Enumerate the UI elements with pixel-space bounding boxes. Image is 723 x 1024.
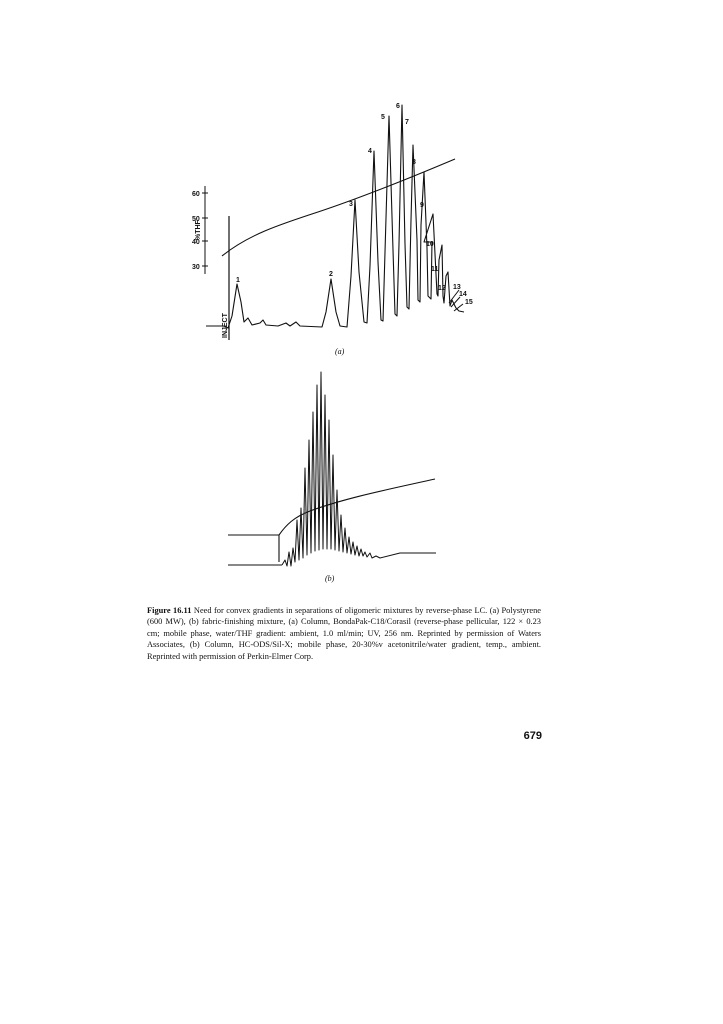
thf-tick-label-60: 60	[192, 191, 200, 198]
inject-label: INJECT	[222, 313, 229, 338]
figure-a	[192, 103, 473, 356]
chromatogram-trace-b	[282, 372, 436, 566]
figure-caption-text: Need for convex gradients in separations of oligomeric mixtures by reverse-phase LC. (a) Polystyrene (600 MW), (b) fabric-finishing mixture, (a) Column, BondaPak-C18/Corasil (reverse-phase pellicular, 122 × 0.23 cm; mobile phase, water/THF gradient: ambient, 1.0 ml/min; UV, 256 nm. Reprinted by permission of Waters Associates, (b) Column, HC-ODS/Sil-X; mobile phase, 20-30%v acetonitrile/water gradient, temp., ambient. Reprinted with permission of Perkin-Elmer Corp.	[147, 606, 542, 661]
page-number: 679	[523, 730, 542, 742]
peak-label-12: 12	[438, 285, 446, 292]
arrow-13	[449, 290, 459, 303]
figure-b-sublabel: (b)	[325, 574, 335, 583]
peak-label-11: 11	[431, 266, 439, 273]
figure-b	[228, 372, 436, 583]
peak-label-15: 15	[465, 299, 473, 306]
peak-label-8: 8	[412, 159, 416, 166]
peak-label-7: 7	[405, 119, 409, 126]
peak-label-1: 1	[236, 277, 240, 284]
peak-label-14: 14	[459, 291, 467, 298]
figure-caption-label: Figure 16.11	[147, 606, 192, 615]
peak-label-9: 9	[420, 202, 424, 209]
peak-label-4: 4	[368, 148, 372, 155]
peak-label-2: 2	[329, 271, 333, 278]
peak-label-5: 5	[381, 114, 385, 121]
thf-axis-title: %THF	[195, 220, 202, 240]
thf-tick-label-40: 40	[192, 239, 200, 246]
peak-label-6: 6	[396, 103, 400, 110]
figure-a-sublabel: (a)	[335, 347, 345, 356]
peak-label-10: 10	[426, 241, 434, 248]
thf-tick-label-30: 30	[192, 264, 200, 271]
peak-label-13: 13	[453, 284, 461, 291]
peak-label-3: 3	[349, 201, 353, 208]
figure-caption	[147, 605, 541, 662]
chromatogram-trace-a	[206, 105, 464, 328]
thf-tick-label-50: 50	[192, 216, 200, 223]
